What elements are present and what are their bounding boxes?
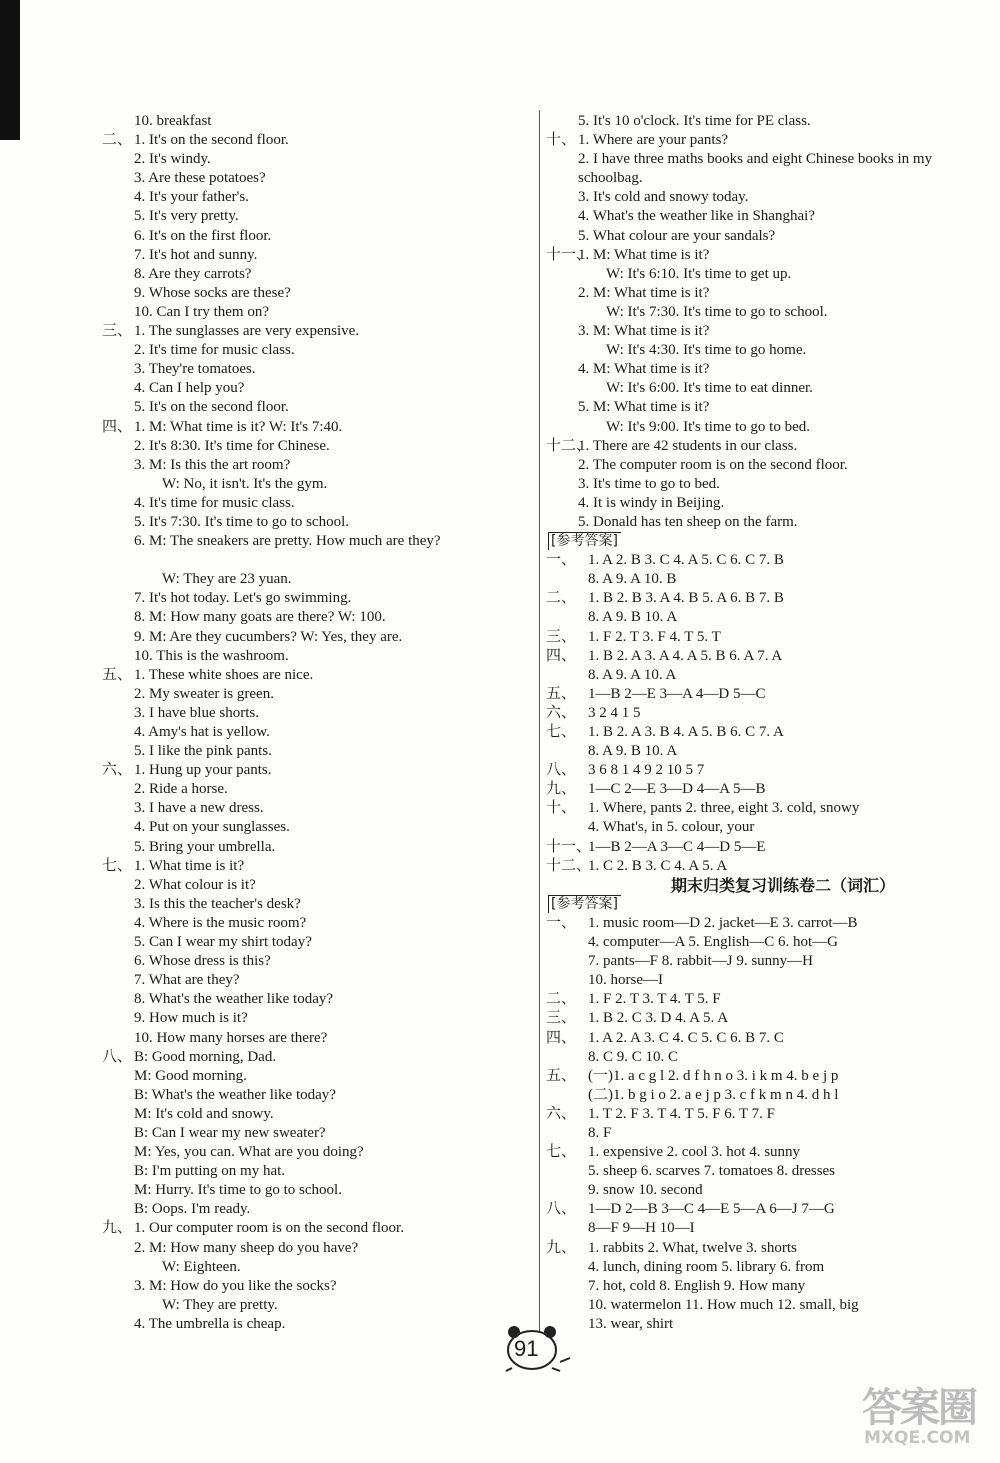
answer-text: 10. horse—I <box>588 972 663 989</box>
answer-line <box>548 1162 978 1181</box>
answer-line <box>104 1181 532 1200</box>
answer-text: 10. Can I try them on? <box>134 303 269 320</box>
answer-text: 2. I have three maths books and eight Chinese books in my schoolbag. <box>578 151 933 187</box>
section-label: 十、 <box>546 132 577 149</box>
answer-text: W: No, it isn't. It's the gym. <box>162 475 328 492</box>
answer-line <box>548 570 978 589</box>
answer-line <box>104 1048 532 1067</box>
answer-text: 1. B 2. B 3. A 4. B 5. A 6. B 7. B <box>588 590 784 607</box>
answer-text: 8. A 9. B 10. A <box>588 609 678 626</box>
answer-line <box>104 933 532 952</box>
answer-line <box>548 1067 978 1086</box>
answer-text: W: It's 7:30. It's time to go to school. <box>606 303 828 320</box>
answer-text: 1. T 2. F 3. T 4. T 5. F 6. T 7. F <box>588 1105 776 1122</box>
answer-line <box>104 723 532 742</box>
answer-line <box>548 857 978 876</box>
answer-line <box>548 341 978 360</box>
answer-text: 1. expensive 2. cool 3. hot 4. sunny <box>588 1144 801 1161</box>
answer-text: 9. Whose socks are these? <box>134 284 291 301</box>
answer-text: 1—D 2—B 3—C 4—E 5—A 6—J 7—G <box>588 1201 835 1218</box>
answer-text: 3 2 4 1 5 <box>588 704 641 721</box>
answer-line <box>548 704 978 723</box>
answer-line <box>104 838 532 857</box>
answer-text: 1—B 2—E 3—A 4—D 5—C <box>588 685 766 702</box>
answer-text: 5. It's very pretty. <box>134 208 239 225</box>
answer-line <box>104 570 532 589</box>
answer-key-header <box>548 895 978 914</box>
answer-text: 13. wear, shirt <box>588 1315 674 1332</box>
answer-text: 4. Amy's hat is yellow. <box>134 724 270 740</box>
answer-text: W: It's 6:10. It's time to get up. <box>606 265 792 282</box>
answer-line <box>104 169 532 188</box>
section-label: 九、 <box>102 1220 133 1237</box>
answer-text: 5. Can I wear my shirt today? <box>134 934 312 951</box>
answer-text: 4. Put on your sunglasses. <box>134 819 290 836</box>
section-label: 三、 <box>546 1010 577 1027</box>
answer-text: 8. A 9. A 10. A <box>588 666 677 683</box>
answer-text: 9. M: Are they cucumbers? W: Yes, they are. <box>134 628 403 645</box>
answer-text: 3. M: Is this the art room? <box>134 456 291 473</box>
answer-text: B: I'm putting on my hat. <box>134 1163 286 1180</box>
answer-line <box>548 360 978 379</box>
answer-line <box>548 1143 978 1162</box>
answer-text: 1. There are 42 students in our class. <box>578 437 798 454</box>
answer-text: 9. snow 10. second <box>588 1182 703 1199</box>
answer-line <box>104 360 532 379</box>
section-label: 一、 <box>546 552 577 569</box>
answer-text: 2. Ride a horse. <box>134 781 228 798</box>
answer-text: 3. Are these potatoes? <box>134 170 266 187</box>
answer-line <box>548 952 978 971</box>
right-column <box>548 112 978 1334</box>
answer-line <box>548 933 978 952</box>
answer-line <box>104 1277 532 1296</box>
answer-line <box>104 322 532 341</box>
section-label: 八、 <box>102 1048 133 1065</box>
section-label: 十一、 <box>546 838 592 855</box>
answer-text: 8. Are they carrots? <box>134 265 252 282</box>
answer-text: 7. It's hot today. Let's go swimming. <box>134 590 352 607</box>
answer-line <box>104 1124 532 1143</box>
section-label: 五、 <box>102 666 133 683</box>
answer-line <box>548 1277 978 1296</box>
answer-key-label: [参考答案] <box>548 532 621 550</box>
section-label: 十一、 <box>546 246 592 263</box>
answer-line <box>548 838 978 857</box>
answer-text: M: It's cold and snowy. <box>134 1105 274 1122</box>
answer-line <box>104 742 532 761</box>
answer-text: 3. It's time to go to bed. <box>578 475 720 492</box>
answer-text: 5. What colour are your sandals? <box>578 227 776 244</box>
section-label: 九、 <box>546 1239 577 1256</box>
section-label: 九、 <box>546 781 577 798</box>
section-label: 三、 <box>102 323 133 340</box>
answer-line <box>104 131 532 150</box>
answer-text: 3. They're tomatoes. <box>134 361 256 378</box>
answer-line <box>104 761 532 780</box>
answer-line <box>104 475 532 494</box>
answer-line <box>104 379 532 398</box>
answer-line <box>548 475 978 494</box>
answer-line <box>548 971 978 990</box>
answer-text: 4. The umbrella is cheap. <box>134 1315 286 1332</box>
answer-line <box>104 532 532 570</box>
answer-line <box>548 1315 978 1334</box>
answer-line <box>104 246 532 265</box>
answer-line <box>104 1200 532 1219</box>
answer-line <box>548 1029 978 1048</box>
answer-text: 1. The sunglasses are very expensive. <box>134 323 360 340</box>
answer-line <box>548 513 978 532</box>
answer-line <box>548 1181 978 1200</box>
answer-text: 10. breakfast <box>134 113 212 129</box>
answer-line <box>104 1258 532 1277</box>
answer-text: 1. music room—D 2. jacket—E 3. carrot—B <box>588 914 858 931</box>
answer-text: 4. It's your father's. <box>134 189 249 206</box>
answer-text: 1. B 2. C 3. D 4. A 5. A <box>588 1010 729 1027</box>
answer-text: W: They are pretty. <box>162 1296 278 1313</box>
answer-text: M: Good morning. <box>134 1067 247 1084</box>
answer-text: 4. What's the weather like in Shanghai? <box>578 208 815 225</box>
answer-text: 2. My sweater is green. <box>134 685 274 702</box>
answer-line <box>548 1296 978 1315</box>
answer-line <box>104 647 532 666</box>
answer-text: 8—F 9—H 10—I <box>588 1220 695 1237</box>
answer-line <box>104 112 532 131</box>
answer-text: 7. What are they? <box>134 972 240 989</box>
answer-text: 5. It's 10 o'clock. It's time for PE class. <box>578 113 811 129</box>
answer-text: 5. sheep 6. scarves 7. tomatoes 8. dresses <box>588 1163 836 1180</box>
answer-line <box>104 1296 532 1315</box>
answer-text: M: Hurry. It's time to go to school. <box>134 1182 342 1199</box>
answer-text: 4. computer—A 5. English—C 6. hot—G <box>588 934 838 951</box>
answer-text: 3. M: How do you like the socks? <box>134 1277 337 1294</box>
section-label: 七、 <box>546 1144 577 1161</box>
answer-line <box>104 952 532 971</box>
answer-line <box>548 1219 978 1238</box>
section-label: 七、 <box>546 724 577 740</box>
answer-line <box>104 628 532 647</box>
answer-text: B: Good morning, Dad. <box>134 1048 277 1065</box>
answer-line <box>104 341 532 360</box>
answer-line <box>104 857 532 876</box>
answer-line <box>104 494 532 513</box>
answer-text: 3. I have blue shorts. <box>134 704 259 721</box>
section-label: 六、 <box>546 1105 577 1122</box>
answer-line <box>104 608 532 627</box>
answer-text: (一)1. a c g l 2. d f h n o 3. i k m 4. b e j p <box>588 1067 839 1084</box>
section-label: 五、 <box>546 685 577 702</box>
answer-text: 10. watermelon 11. How much 12. small, big <box>588 1296 859 1313</box>
page-number-badge <box>492 1324 576 1372</box>
answer-line <box>104 895 532 914</box>
answer-text: W: It's 6:00. It's time to eat dinner. <box>606 380 813 397</box>
watermark-text: 答案圈 <box>862 1385 976 1431</box>
answer-line <box>104 207 532 226</box>
answer-line <box>104 990 532 1009</box>
answer-text: 6. It's on the first floor. <box>134 227 272 244</box>
answer-text: 5. Bring your umbrella. <box>134 838 276 855</box>
answer-text: 5. It's on the second floor. <box>134 399 289 416</box>
page-edge-bar <box>0 0 20 140</box>
answer-line <box>104 1219 532 1238</box>
answer-text: 10. This is the washroom. <box>134 647 289 664</box>
section-label: 八、 <box>546 1201 577 1218</box>
answer-line <box>104 284 532 303</box>
answer-line <box>548 284 978 303</box>
answer-line <box>104 780 532 799</box>
answer-text: B: Oops. I'm ready. <box>134 1201 251 1218</box>
answer-text: 9. How much is it? <box>134 1010 248 1027</box>
answer-text: 1. Hung up your pants. <box>134 762 272 779</box>
answer-text: 1. A 2. A 3. C 4. C 5. C 6. B 7. C <box>588 1029 784 1046</box>
answer-line <box>104 1086 532 1105</box>
answer-text: 3. It's cold and snowy today. <box>578 189 749 206</box>
answer-line <box>104 799 532 818</box>
answer-line <box>548 1105 978 1124</box>
answer-text: 3. M: What time is it? <box>578 323 710 340</box>
answer-text: 3. Is this the teacher's desk? <box>134 895 301 912</box>
answer-line <box>104 1009 532 1028</box>
answer-text: W: They are 23 yuan. <box>162 571 292 588</box>
answer-line <box>548 647 978 666</box>
section-label: 四、 <box>102 418 133 435</box>
answer-text: 2. M: What time is it? <box>578 284 710 301</box>
answer-text: 4. It is windy in Beijing. <box>578 494 725 511</box>
answer-text: 6. Whose dress is this? <box>134 953 271 970</box>
answer-line <box>548 207 978 226</box>
answer-line <box>104 1067 532 1086</box>
answer-line <box>104 818 532 837</box>
section-label: 三、 <box>546 628 577 645</box>
answer-line <box>104 971 532 990</box>
section-label: 十二、 <box>546 437 592 454</box>
section-label: 五、 <box>546 1067 577 1084</box>
answer-line <box>548 1239 978 1258</box>
answer-line <box>104 1315 532 1334</box>
section-label: 二、 <box>102 132 133 149</box>
answer-line <box>104 704 532 723</box>
answer-line <box>104 914 532 933</box>
answer-line <box>548 608 978 627</box>
section-label: 六、 <box>102 762 133 779</box>
answer-line <box>548 227 978 246</box>
section-label: 六、 <box>546 704 577 721</box>
section-label: 四、 <box>546 647 577 664</box>
answer-text: 4. lunch, dining room 5. library 6. from <box>588 1258 825 1275</box>
answer-text: 8. M: How many goats are there? W: 100. <box>134 609 386 626</box>
watermark-logo <box>862 1376 992 1458</box>
answer-line <box>548 666 978 685</box>
answer-text: (二)1. b g i o 2. a e j p 3. c f k m n 4. d h l <box>588 1086 839 1103</box>
answer-line <box>548 303 978 322</box>
answer-text: 7. It's hot and sunny. <box>134 246 258 263</box>
answer-text: 1. Our computer room is on the second floor. <box>134 1220 404 1237</box>
answer-text: 10. How many horses are there? <box>134 1029 328 1046</box>
answer-text: 4. It's time for music class. <box>134 494 295 511</box>
answer-key-header <box>548 532 978 551</box>
answer-line <box>548 112 978 131</box>
answer-text: 5. M: What time is it? <box>578 399 710 416</box>
answer-text: 1. C 2. B 3. C 4. A 5. A <box>588 857 728 874</box>
answer-text: 1. B 2. A 3. B 4. A 5. B 6. C 7. A <box>588 724 784 740</box>
answer-text: 1. What time is it? <box>134 857 245 874</box>
answer-text: 1. F 2. T 3. F 4. T 5. T <box>588 628 721 645</box>
answer-text: 7. pants—F 8. rabbit—J 9. sunny—H <box>588 953 813 970</box>
answer-text: 1—B 2—A 3—C 4—D 5—E <box>588 838 766 855</box>
answer-text: 6. M: The sneakers are pretty. How much are they? <box>134 533 441 550</box>
answer-text: 2. It's 8:30. It's time for Chinese. <box>134 437 330 454</box>
answer-line <box>548 799 978 818</box>
answer-text: W: It's 4:30. It's time to go home. <box>606 342 807 359</box>
answer-text: 4. What's, in 5. colour, your <box>588 819 755 836</box>
answer-text: 5. It's 7:30. It's time to go to school. <box>134 513 349 530</box>
answer-line <box>104 876 532 895</box>
answer-text: 3 6 8 1 4 9 2 10 5 7 <box>588 762 705 779</box>
answer-line <box>104 188 532 207</box>
section-label: 四、 <box>546 1029 577 1046</box>
answer-text: 4. Where is the music room? <box>134 914 307 931</box>
answer-line <box>104 1239 532 1258</box>
column-divider <box>539 110 540 1332</box>
answer-line <box>548 437 978 456</box>
answer-text: 2. The computer room is on the second floor. <box>578 456 848 473</box>
answer-text: 1. Where, pants 2. three, eight 3. cold, snowy <box>588 800 860 817</box>
answer-text: M: Yes, you can. What are you doing? <box>134 1144 364 1161</box>
answer-line <box>104 418 532 437</box>
answer-text: 1. M: What time is it? <box>578 246 710 263</box>
answer-line <box>548 1200 978 1219</box>
answer-text: 1. It's on the second floor. <box>134 132 289 149</box>
answer-line <box>104 437 532 456</box>
left-column <box>104 112 532 1334</box>
answer-line <box>104 1162 532 1181</box>
answer-line <box>548 685 978 704</box>
answer-text: 1. These white shoes are nice. <box>134 666 314 683</box>
answer-line <box>104 303 532 322</box>
answer-line <box>104 685 532 704</box>
section-label: 二、 <box>546 991 577 1008</box>
answer-line <box>548 150 978 188</box>
answer-line <box>548 628 978 647</box>
answer-line <box>104 265 532 284</box>
answer-line <box>548 246 978 265</box>
answer-text: 4. Can I help you? <box>134 380 245 397</box>
answer-line <box>548 398 978 417</box>
answer-line <box>548 723 978 742</box>
answer-line <box>548 818 978 837</box>
answer-line <box>548 551 978 570</box>
answer-text: 8. What's the weather like today? <box>134 991 334 1008</box>
answer-line <box>548 589 978 608</box>
answer-line <box>548 780 978 799</box>
answer-line <box>548 1124 978 1143</box>
answer-text: B: What's the weather like today? <box>134 1086 336 1103</box>
answer-line <box>548 418 978 437</box>
answer-text: 1. A 2. B 3. C 4. A 5. C 6. C 7. B <box>588 552 784 569</box>
answer-line <box>104 1029 532 1048</box>
answer-line <box>548 188 978 207</box>
answer-line <box>548 914 978 933</box>
answer-text: 4. M: What time is it? <box>578 361 710 378</box>
answer-text: 1. Where are your pants? <box>578 132 729 149</box>
answer-text: 8. A 9. A 10. B <box>588 571 677 588</box>
section-label: 七、 <box>102 857 133 874</box>
answer-text: 7. hot, cold 8. English 9. How many <box>588 1277 806 1294</box>
answer-line <box>104 150 532 169</box>
answer-text: B: Can I wear my new sweater? <box>134 1124 326 1141</box>
answer-line <box>548 990 978 1009</box>
page-number: 91 <box>514 1336 539 1361</box>
answer-text: 2. It's windy. <box>134 151 211 168</box>
section-label: 二、 <box>546 590 577 607</box>
answer-line <box>548 1009 978 1028</box>
answer-line <box>548 1048 978 1067</box>
section-title: 期末归类复习训练卷二（词汇） <box>670 875 895 895</box>
answer-text: 1. F 2. T 3. T 4. T 5. F <box>588 991 721 1008</box>
answer-line <box>548 761 978 780</box>
answer-text: 2. M: How many sheep do you have? <box>134 1239 359 1256</box>
answer-text: W: It's 9:00. It's time to go to bed. <box>606 418 810 435</box>
answer-text: 1. M: What time is it? W: It's 7:40. <box>134 418 343 435</box>
answer-text: 1. B 2. A 3. A 4. A 5. B 6. A 7. A <box>588 647 783 664</box>
answer-line <box>104 1105 532 1124</box>
answer-line <box>548 131 978 150</box>
answer-line <box>548 1258 978 1277</box>
answer-text: 8. A 9. B 10. A <box>588 743 678 760</box>
answer-line <box>104 513 532 532</box>
answer-text: 1—C 2—E 3—D 4—A 5—B <box>588 781 766 798</box>
answer-text: 8. F <box>588 1124 612 1141</box>
section-label: 十、 <box>546 800 577 817</box>
section-label: 十二、 <box>546 857 592 874</box>
answer-line <box>104 666 532 685</box>
answer-line <box>548 1086 978 1105</box>
answer-line <box>548 742 978 761</box>
watermark-url: MXQE.COM <box>864 1428 971 1448</box>
answer-text: 5. Donald has ten sheep on the farm. <box>578 513 798 530</box>
answer-line <box>104 1143 532 1162</box>
answer-line <box>104 456 532 475</box>
answer-line <box>104 589 532 608</box>
answer-text: 2. What colour is it? <box>134 876 256 893</box>
section-label: 一、 <box>546 914 577 931</box>
answer-text: 5. I like the pink pants. <box>134 743 272 760</box>
section-label: 八、 <box>546 762 577 779</box>
answer-line <box>104 227 532 246</box>
answer-text: 2. It's time for music class. <box>134 342 295 359</box>
answer-key-label: [参考答案] <box>548 895 621 913</box>
answer-text: W: Eighteen. <box>162 1258 241 1275</box>
answer-line <box>548 456 978 475</box>
answer-line <box>548 322 978 341</box>
answer-text: 8. C 9. C 10. C <box>588 1048 679 1065</box>
answer-text: 1. rabbits 2. What, twelve 3. shorts <box>588 1239 797 1256</box>
answer-text: 3. I have a new dress. <box>134 800 264 817</box>
answer-line <box>548 265 978 284</box>
answer-line <box>548 379 978 398</box>
answer-line <box>548 494 978 513</box>
answer-line <box>104 398 532 417</box>
